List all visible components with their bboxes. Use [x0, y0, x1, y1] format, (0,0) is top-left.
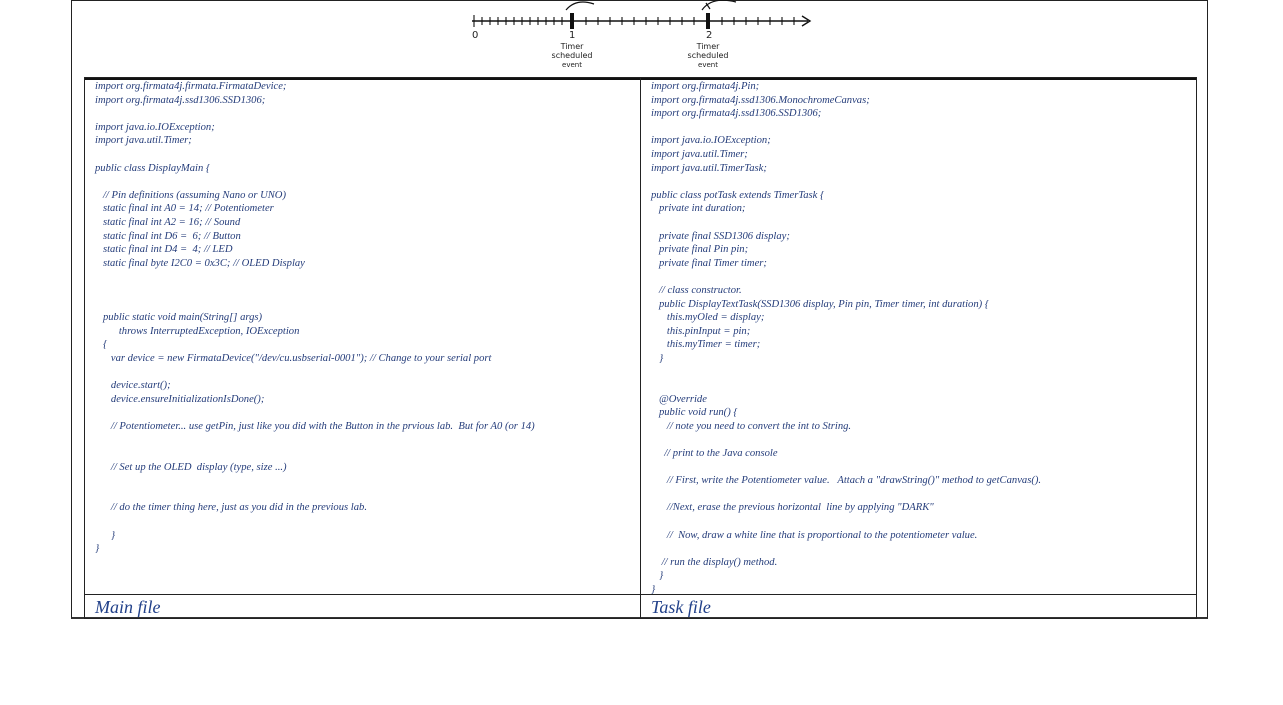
event-1-label-line-2: scheduled	[551, 51, 593, 60]
tick-label-1: 1	[569, 30, 576, 41]
main-file-caption-row	[85, 594, 640, 618]
tick-label-0: 0	[472, 30, 479, 41]
event-marker-2	[706, 13, 710, 29]
timeline-ticks	[474, 15, 794, 27]
task-file-panel	[640, 77, 1197, 619]
task-file-caption: Task file	[651, 597, 711, 617]
event-2-label-line-3: event	[698, 61, 718, 69]
timeline-diagram	[466, 0, 816, 76]
event-2-label-line-1: Timer	[696, 42, 720, 51]
main-file-code: import org.firmata4j.firmata.FirmataDevice; import org.firmata4j.ssd1306.SSD1306; import java.io.IOException; import java.util.Timer; public class DisplayMain { // Pin definitions (assuming Nano or UNO) static final int A0 = 14; // Potentiometer static final int A2 = 16; // Sound static final int D6 = 6; // Button static final int D4 = 4; // LED static final byte I2C0 = 0x3C; // OLED Display public static void main(String[] args) throws InterruptedException, IOException { var device = new FirmataDevice("/dev/cu.usbserial-0001"); // Change to your serial port device.start(); device.ensureInitializationIsDone(); // Potentiometer... use getPin, just like you did with the Button in the prvious lab. But for A0 (or 14) // Set up the OLED display (type, size ...) // do the timer thing here, just as you did in the previous lab. } }	[95, 81, 535, 555]
task-file-caption-row	[641, 594, 1196, 618]
event-marker-1	[570, 13, 574, 29]
task-file-code: import org.firmata4j.Pin; import org.firmata4j.ssd1306.MonochromeCanvas; import org.firmata4j.ssd1306.SSD1306; import java.io.IOException; import java.util.Timer; import java.util.TimerTask; public class potTask extends TimerTask { private int duration; private final SSD1306 display; private final Pin pin; private final Timer timer; // class constructor. public DisplayTextTask(SSD1306 display, Pin pin, Timer timer, int duration) { this.myOled = display; this.pinInput = pin; this.myTimer = timer; } @Override public void run() { // note you need to convert the int to String. // print to the Java console // First, write the Potentiometer value. Attach a "drawString()" method to getCanvas(). //Next, erase the previous horizontal line by applying "DARK" // Now, draw a white line that is proportional to the potentiometer value. // run the display() method. } }	[651, 81, 1042, 595]
tick-label-2: 2	[706, 30, 713, 41]
timeline-svg	[466, 0, 816, 76]
event-1-label-line-1: Timer	[560, 42, 584, 51]
event-1-label-line-3: event	[562, 61, 582, 69]
main-file-panel	[84, 77, 640, 619]
event-2-label-line-2: scheduled	[687, 51, 729, 60]
main-file-caption: Main file	[95, 597, 161, 617]
arc-1	[566, 2, 594, 10]
